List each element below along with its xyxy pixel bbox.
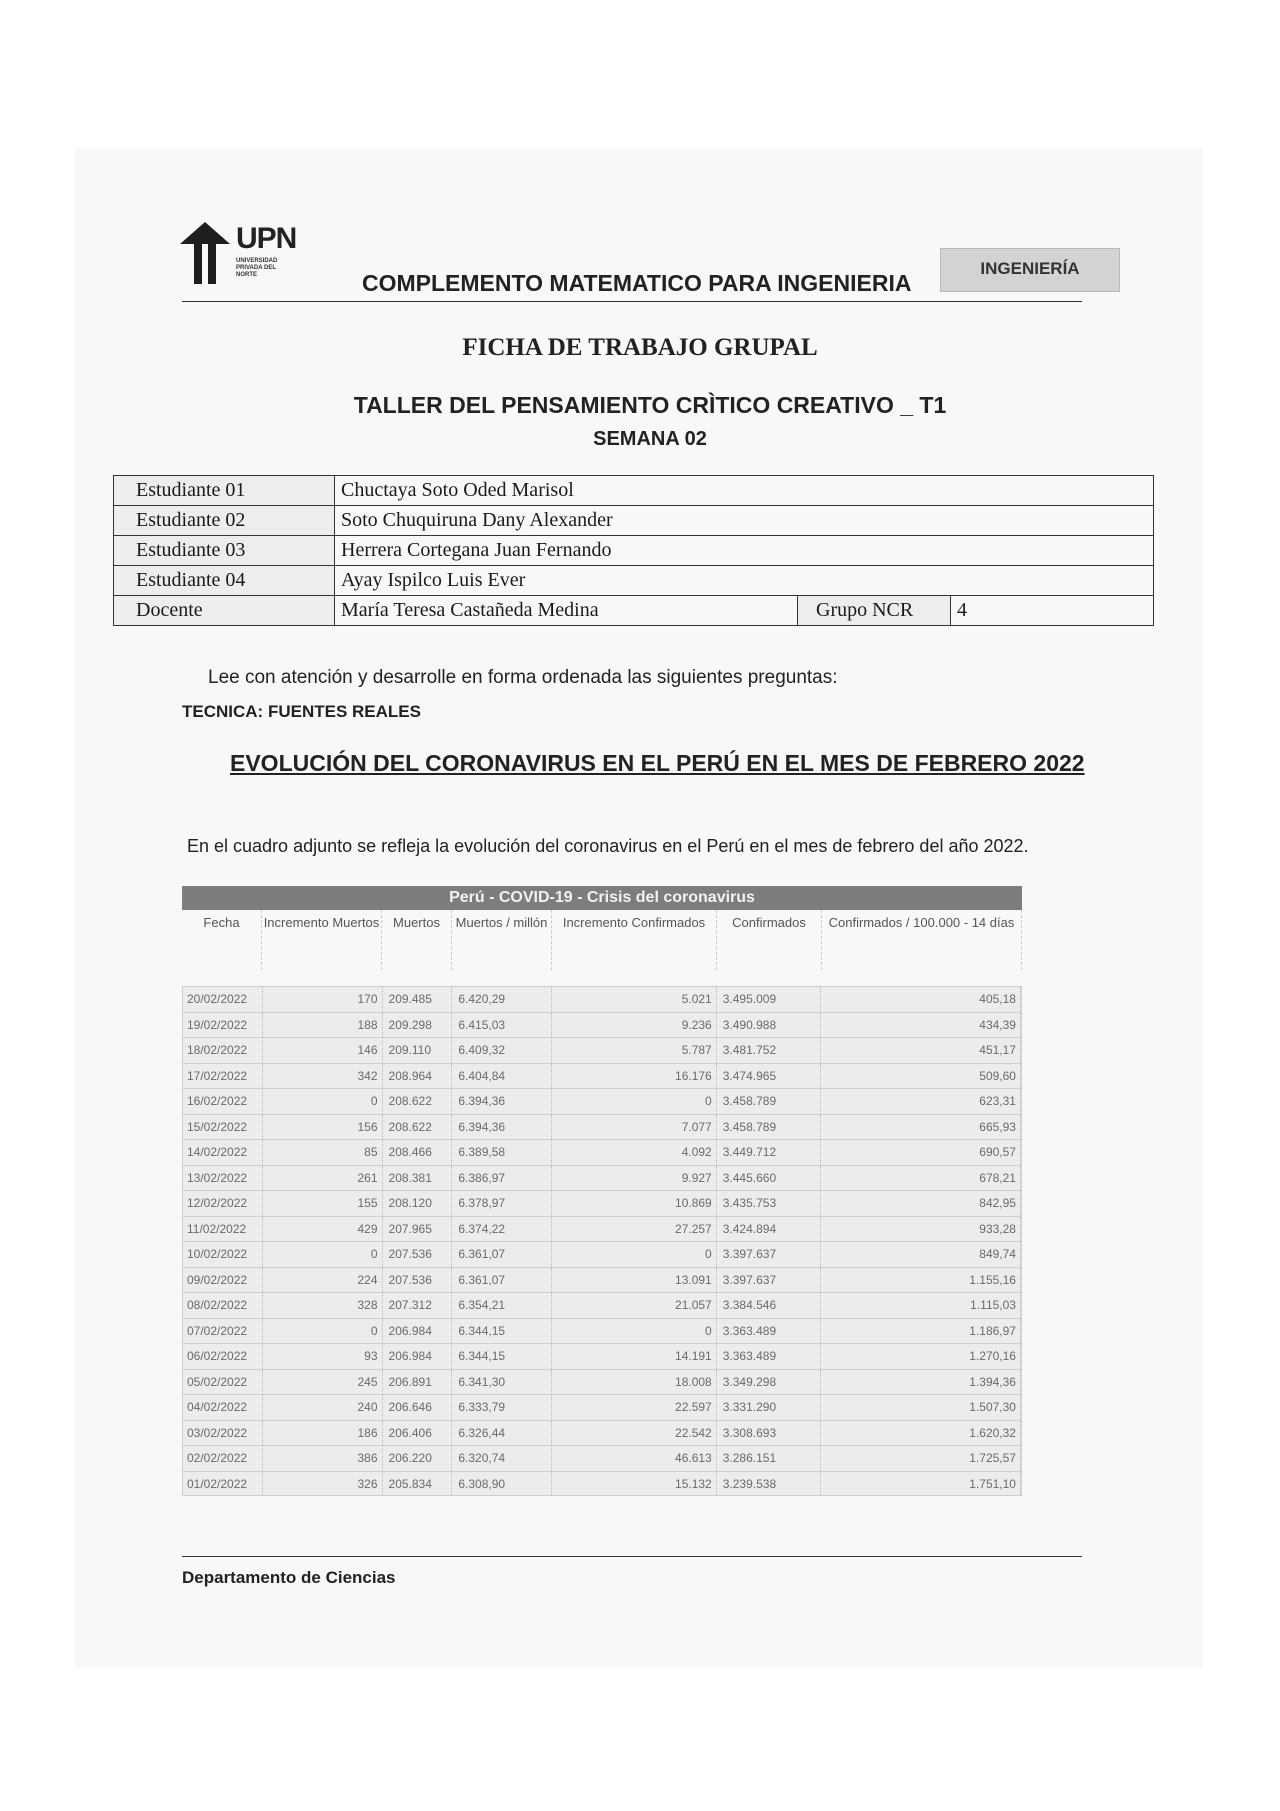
deaths-per-million-cell: 6.420,29 <box>452 987 552 1012</box>
confirmed-per-100k-cell: 842,95 <box>821 1191 1021 1216</box>
death-increase-cell: 328 <box>263 1293 383 1318</box>
confirmed-increase-cell: 22.597 <box>552 1395 717 1420</box>
footer-divider <box>182 1556 1082 1557</box>
date-cell: 02/02/2022 <box>183 1446 263 1471</box>
date-cell: 03/02/2022 <box>183 1421 263 1446</box>
student-label: Estudiante 03 <box>114 536 335 566</box>
date-cell: 09/02/2022 <box>183 1268 263 1293</box>
confirmed-increase-cell: 13.091 <box>552 1268 717 1293</box>
date-cell: 01/02/2022 <box>183 1472 263 1496</box>
logo-text: UPN <box>236 222 297 255</box>
confirmed-increase-cell: 5.021 <box>552 987 717 1012</box>
confirmed-per-100k-cell: 849,74 <box>821 1242 1021 1267</box>
death-increase-cell: 342 <box>263 1064 383 1089</box>
date-cell: 13/02/2022 <box>183 1166 263 1191</box>
table-row <box>182 1216 1022 1242</box>
deaths-per-million-cell: 6.308,90 <box>452 1472 552 1496</box>
death-increase-cell: 240 <box>263 1395 383 1420</box>
deaths-cell: 207.536 <box>383 1268 453 1293</box>
worksheet-subtitle: TALLER DEL PENSAMIENTO CRÌTICO CREATIVO _ T1 <box>353 392 947 418</box>
column-header: Fecha <box>182 910 262 970</box>
confirmed-increase-cell: 5.787 <box>552 1038 717 1063</box>
deaths-per-million-cell: 6.394,36 <box>452 1089 552 1114</box>
deaths-per-million-cell: 6.378,97 <box>452 1191 552 1216</box>
covid-table-title: Perú - COVID-19 - Crisis del coronavirus <box>182 886 1022 910</box>
date-cell: 06/02/2022 <box>183 1344 263 1369</box>
teacher-row <box>114 596 1154 626</box>
student-name: Herrera Cortegana Juan Fernando <box>335 536 1154 566</box>
table-row <box>182 1420 1022 1446</box>
confirmed-cell: 3.239.538 <box>717 1472 822 1496</box>
teacher-name: María Teresa Castañeda Medina <box>335 596 798 626</box>
confirmed-per-100k-cell: 1.186,97 <box>821 1319 1021 1344</box>
death-increase-cell: 261 <box>263 1166 383 1191</box>
deaths-per-million-cell: 6.320,74 <box>452 1446 552 1471</box>
student-label: Estudiante 02 <box>114 506 335 536</box>
confirmed-cell: 3.458.789 <box>717 1089 822 1114</box>
confirmed-increase-cell: 18.008 <box>552 1370 717 1395</box>
deaths-cell: 208.622 <box>383 1115 453 1140</box>
death-increase-cell: 146 <box>263 1038 383 1063</box>
course-title: COMPLEMENTO MATEMATICO PARA INGENIERIA <box>362 270 912 296</box>
column-header: Confirmados / 100.000 - 14 días <box>822 910 1022 970</box>
confirmed-cell: 3.449.712 <box>717 1140 822 1165</box>
confirmed-cell: 3.286.151 <box>717 1446 822 1471</box>
week-label: SEMANA 02 <box>593 428 707 450</box>
table-row <box>182 986 1022 1012</box>
table-row <box>182 1318 1022 1344</box>
death-increase-cell: 326 <box>263 1472 383 1496</box>
confirmed-increase-cell: 0 <box>552 1319 717 1344</box>
confirmed-increase-cell: 15.132 <box>552 1472 717 1496</box>
student-name: Soto Chuquiruna Dany Alexander <box>335 506 1154 536</box>
confirmed-cell: 3.363.489 <box>717 1344 822 1369</box>
confirmed-cell: 3.435.753 <box>717 1191 822 1216</box>
date-cell: 08/02/2022 <box>183 1293 263 1318</box>
confirmed-per-100k-cell: 1.725,57 <box>821 1446 1021 1471</box>
death-increase-cell: 0 <box>263 1242 383 1267</box>
confirmed-cell: 3.490.988 <box>717 1013 822 1038</box>
date-cell: 17/02/2022 <box>183 1064 263 1089</box>
confirmed-cell: 3.349.298 <box>717 1370 822 1395</box>
deaths-per-million-cell: 6.344,15 <box>452 1344 552 1369</box>
confirmed-cell: 3.384.546 <box>717 1293 822 1318</box>
student-row <box>114 536 1154 566</box>
deaths-per-million-cell: 6.361,07 <box>452 1242 552 1267</box>
confirmed-per-100k-cell: 623,31 <box>821 1089 1021 1114</box>
date-cell: 05/02/2022 <box>183 1370 263 1395</box>
confirmed-increase-cell: 9.236 <box>552 1013 717 1038</box>
table-row <box>182 1445 1022 1471</box>
death-increase-cell: 245 <box>263 1370 383 1395</box>
death-increase-cell: 429 <box>263 1217 383 1242</box>
deaths-cell: 206.984 <box>383 1319 453 1344</box>
deaths-per-million-cell: 6.415,03 <box>452 1013 552 1038</box>
confirmed-per-100k-cell: 1.394,36 <box>821 1370 1021 1395</box>
death-increase-cell: 0 <box>263 1089 383 1114</box>
table-row <box>182 1394 1022 1420</box>
deaths-cell: 205.834 <box>383 1472 453 1496</box>
deaths-cell: 207.965 <box>383 1217 453 1242</box>
student-row <box>114 506 1154 536</box>
date-cell: 07/02/2022 <box>183 1319 263 1344</box>
confirmed-increase-cell: 0 <box>552 1089 717 1114</box>
death-increase-cell: 85 <box>263 1140 383 1165</box>
deaths-cell: 206.891 <box>383 1370 453 1395</box>
confirmed-per-100k-cell: 678,21 <box>821 1166 1021 1191</box>
death-increase-cell: 224 <box>263 1268 383 1293</box>
confirmed-per-100k-cell: 434,39 <box>821 1013 1021 1038</box>
confirmed-increase-cell: 21.057 <box>552 1293 717 1318</box>
deaths-per-million-cell: 6.344,15 <box>452 1319 552 1344</box>
deaths-cell: 208.466 <box>383 1140 453 1165</box>
students-table <box>113 475 1154 626</box>
table-row <box>182 1114 1022 1140</box>
upn-arrow-icon <box>180 222 230 284</box>
confirmed-cell: 3.474.965 <box>717 1064 822 1089</box>
table-row <box>182 1139 1022 1165</box>
column-header: Muertos <box>382 910 452 970</box>
confirmed-per-100k-cell: 933,28 <box>821 1217 1021 1242</box>
date-cell: 10/02/2022 <box>183 1242 263 1267</box>
deaths-cell: 209.485 <box>383 987 453 1012</box>
footer-department: Departamento de Ciencias <box>182 1568 396 1587</box>
deaths-cell: 208.964 <box>383 1064 453 1089</box>
death-increase-cell: 386 <box>263 1446 383 1471</box>
table-row <box>182 1343 1022 1369</box>
confirmed-per-100k-cell: 509,60 <box>821 1064 1021 1089</box>
student-name: Chuctaya Soto Oded Marisol <box>335 476 1154 506</box>
death-increase-cell: 186 <box>263 1421 383 1446</box>
logo-subtitle: UNIVERSIDAD PRIVADA DEL NORTE <box>236 258 278 278</box>
deaths-per-million-cell: 6.361,07 <box>452 1268 552 1293</box>
date-cell: 12/02/2022 <box>183 1191 263 1216</box>
confirmed-increase-cell: 14.191 <box>552 1344 717 1369</box>
table-row <box>182 1037 1022 1063</box>
table-row <box>182 1190 1022 1216</box>
confirmed-increase-cell: 0 <box>552 1242 717 1267</box>
confirmed-cell: 3.397.637 <box>717 1242 822 1267</box>
confirmed-per-100k-cell: 451,17 <box>821 1038 1021 1063</box>
table-row <box>182 1088 1022 1114</box>
deaths-per-million-cell: 6.374,22 <box>452 1217 552 1242</box>
upn-logo <box>180 222 297 292</box>
header-divider <box>182 301 1082 302</box>
deaths-per-million-cell: 6.326,44 <box>452 1421 552 1446</box>
confirmed-per-100k-cell: 1.751,10 <box>821 1472 1021 1496</box>
student-label: Estudiante 04 <box>114 566 335 596</box>
deaths-per-million-cell: 6.354,21 <box>452 1293 552 1318</box>
deaths-cell: 208.120 <box>383 1191 453 1216</box>
date-cell: 04/02/2022 <box>183 1395 263 1420</box>
deaths-cell: 208.381 <box>383 1166 453 1191</box>
death-increase-cell: 93 <box>263 1344 383 1369</box>
death-increase-cell: 156 <box>263 1115 383 1140</box>
deaths-per-million-cell: 6.404,84 <box>452 1064 552 1089</box>
table-row <box>182 1012 1022 1038</box>
confirmed-increase-cell: 9.927 <box>552 1166 717 1191</box>
confirmed-per-100k-cell: 690,57 <box>821 1140 1021 1165</box>
date-cell: 16/02/2022 <box>183 1089 263 1114</box>
confirmed-cell: 3.458.789 <box>717 1115 822 1140</box>
table-row <box>182 1165 1022 1191</box>
table-row <box>182 1241 1022 1267</box>
date-cell: 15/02/2022 <box>183 1115 263 1140</box>
deaths-per-million-cell: 6.409,32 <box>452 1038 552 1063</box>
student-label: Estudiante 01 <box>114 476 335 506</box>
instructions-text: Lee con atención y desarrolle en forma ordenada las siguientes preguntas: <box>208 667 838 688</box>
confirmed-cell: 3.331.290 <box>717 1395 822 1420</box>
deaths-cell: 206.646 <box>383 1395 453 1420</box>
column-header: Incremento Confirmados <box>552 910 717 970</box>
column-header: Confirmados <box>717 910 822 970</box>
deaths-per-million-cell: 6.333,79 <box>452 1395 552 1420</box>
date-cell: 18/02/2022 <box>183 1038 263 1063</box>
deaths-cell: 207.312 <box>383 1293 453 1318</box>
deaths-cell: 209.298 <box>383 1013 453 1038</box>
covid-table <box>182 886 1022 1496</box>
section-title: EVOLUCIÓN DEL CORONAVIRUS EN EL PERÚ EN EL MES DE FEBRERO 2022 <box>230 750 1085 776</box>
confirmed-per-100k-cell: 665,93 <box>821 1115 1021 1140</box>
date-cell: 14/02/2022 <box>183 1140 263 1165</box>
confirmed-per-100k-cell: 1.155,16 <box>821 1268 1021 1293</box>
death-increase-cell: 155 <box>263 1191 383 1216</box>
confirmed-cell: 3.424.894 <box>717 1217 822 1242</box>
confirmed-cell: 3.495.009 <box>717 987 822 1012</box>
covid-table-header <box>182 910 1022 970</box>
student-row <box>114 566 1154 596</box>
confirmed-increase-cell: 10.869 <box>552 1191 717 1216</box>
confirmed-increase-cell: 46.613 <box>552 1446 717 1471</box>
table-row <box>182 1267 1022 1293</box>
confirmed-cell: 3.363.489 <box>717 1319 822 1344</box>
faculty-label: INGENIERÍA <box>980 259 1080 278</box>
column-header: Muertos / millón <box>452 910 552 970</box>
covid-table-body <box>182 986 1022 1496</box>
deaths-cell: 206.984 <box>383 1344 453 1369</box>
worksheet-title: FICHA DE TRABAJO GRUPAL <box>462 334 818 361</box>
deaths-cell: 208.622 <box>383 1089 453 1114</box>
faculty-badge <box>940 248 1120 292</box>
confirmed-cell: 3.445.660 <box>717 1166 822 1191</box>
confirmed-per-100k-cell: 1.115,03 <box>821 1293 1021 1318</box>
confirmed-increase-cell: 22.542 <box>552 1421 717 1446</box>
death-increase-cell: 0 <box>263 1319 383 1344</box>
teacher-label: Docente <box>114 596 335 626</box>
deaths-per-million-cell: 6.341,30 <box>452 1370 552 1395</box>
confirmed-cell: 3.308.693 <box>717 1421 822 1446</box>
deaths-per-million-cell: 6.389,58 <box>452 1140 552 1165</box>
deaths-per-million-cell: 6.394,36 <box>452 1115 552 1140</box>
group-value: 4 <box>951 596 1154 626</box>
student-row <box>114 476 1154 506</box>
table-row <box>182 1063 1022 1089</box>
confirmed-cell: 3.481.752 <box>717 1038 822 1063</box>
table-row <box>182 1471 1022 1497</box>
column-header: Incremento Muertos <box>262 910 382 970</box>
deaths-cell: 209.110 <box>383 1038 453 1063</box>
death-increase-cell: 188 <box>263 1013 383 1038</box>
table-row <box>182 1369 1022 1395</box>
deaths-cell: 206.406 <box>383 1421 453 1446</box>
group-label: Grupo NCR <box>798 596 951 626</box>
student-name: Ayay Ispilco Luis Ever <box>335 566 1154 596</box>
table-row <box>182 1292 1022 1318</box>
confirmed-per-100k-cell: 1.270,16 <box>821 1344 1021 1369</box>
deaths-per-million-cell: 6.386,97 <box>452 1166 552 1191</box>
date-cell: 11/02/2022 <box>183 1217 263 1242</box>
confirmed-per-100k-cell: 1.507,30 <box>821 1395 1021 1420</box>
confirmed-per-100k-cell: 1.620,32 <box>821 1421 1021 1446</box>
confirmed-increase-cell: 7.077 <box>552 1115 717 1140</box>
confirmed-increase-cell: 16.176 <box>552 1064 717 1089</box>
technique-label: TECNICA: FUENTES REALES <box>182 702 421 721</box>
death-increase-cell: 170 <box>263 987 383 1012</box>
deaths-cell: 206.220 <box>383 1446 453 1471</box>
confirmed-increase-cell: 27.257 <box>552 1217 717 1242</box>
date-cell: 20/02/2022 <box>183 987 263 1012</box>
description-text: En el cuadro adjunto se refleja la evolución del coronavirus en el Perú en el mes de febrero del año 2022. <box>187 836 1029 856</box>
deaths-cell: 207.536 <box>383 1242 453 1267</box>
confirmed-increase-cell: 4.092 <box>552 1140 717 1165</box>
confirmed-cell: 3.397.637 <box>717 1268 822 1293</box>
confirmed-per-100k-cell: 405,18 <box>821 987 1021 1012</box>
date-cell: 19/02/2022 <box>183 1013 263 1038</box>
